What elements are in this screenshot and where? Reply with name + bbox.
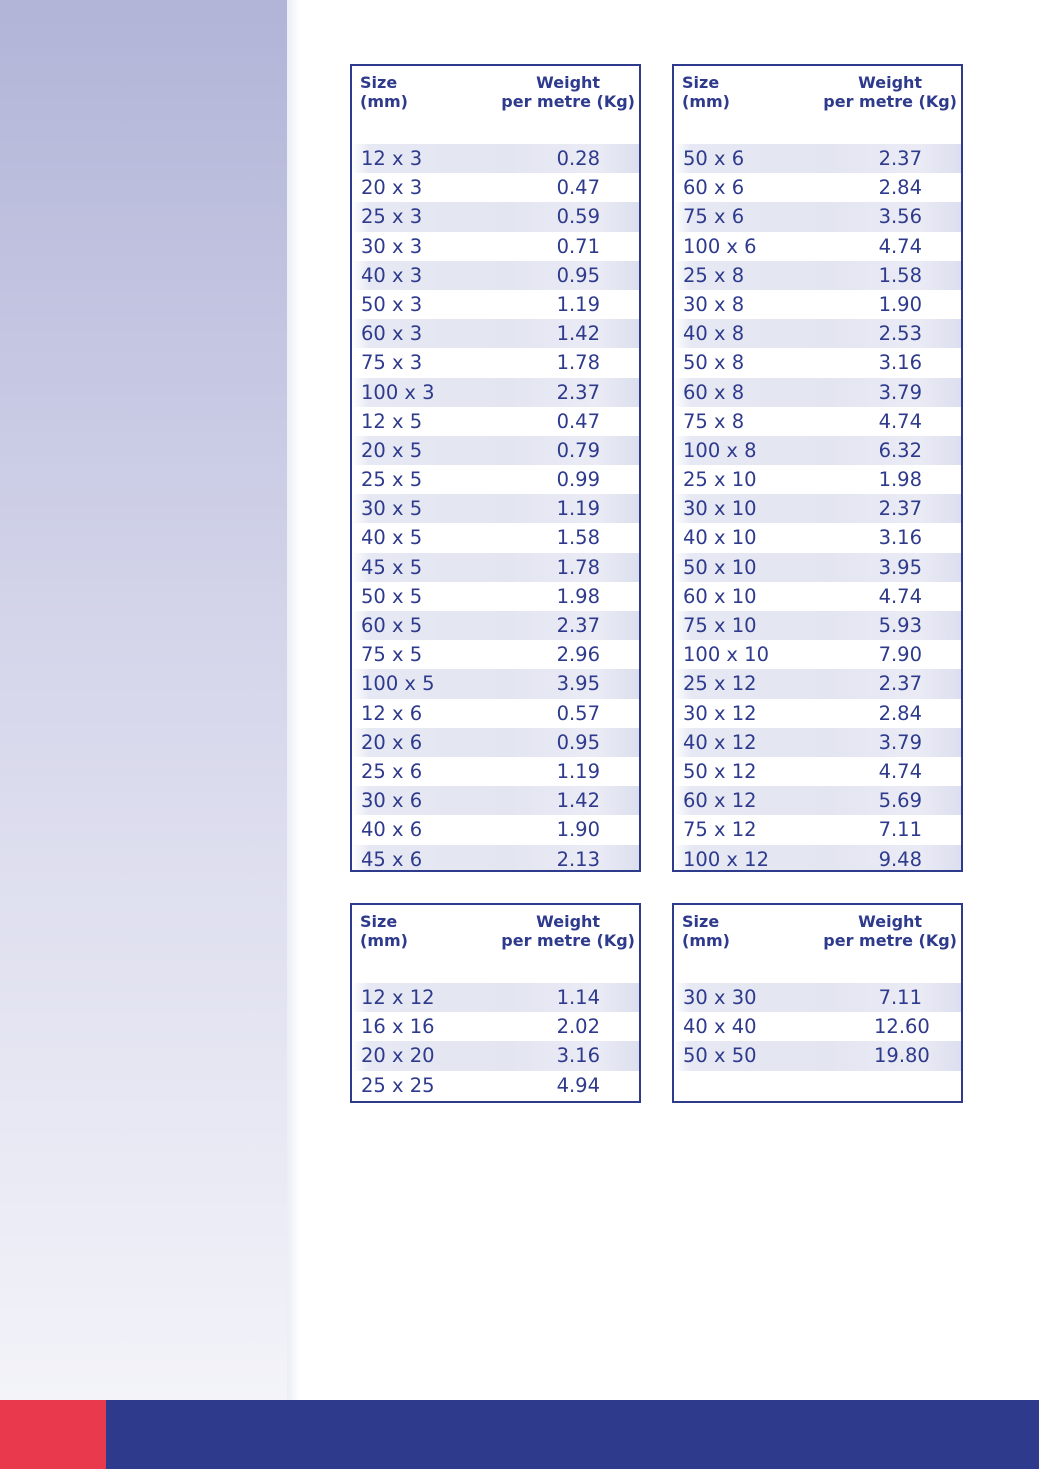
size-cell: 25 x 5 [361, 468, 423, 492]
size-cell: 100 x 8 [683, 438, 757, 462]
weight-unit-label: per metre (Kg) [823, 931, 957, 950]
weight-table-square-bar-1 [350, 903, 641, 1103]
weight-cell: 2.96 [556, 643, 600, 667]
size-cell: 30 x 5 [361, 497, 423, 521]
weight-header-label: Weight [858, 73, 923, 92]
weight-unit-label: per metre (Kg) [501, 931, 635, 950]
table-row [674, 173, 961, 202]
size-cell: 50 x 12 [683, 759, 757, 783]
weight-cell: 2.37 [556, 380, 600, 404]
table-row [352, 1071, 639, 1100]
size-cell: 60 x 12 [683, 789, 757, 813]
size-cell: 60 x 8 [683, 380, 745, 404]
weight-cell: 4.74 [878, 234, 922, 258]
size-cell: 60 x 3 [361, 322, 423, 346]
table-header [352, 905, 639, 983]
weight-cell: 1.14 [556, 986, 600, 1009]
weight-header-label: Weight [536, 912, 601, 931]
weight-cell: 2.02 [556, 1015, 600, 1039]
weight-column-header [823, 912, 957, 950]
size-cell: 12 x 12 [361, 986, 435, 1009]
size-cell: 40 x 40 [683, 1015, 757, 1039]
table-row [674, 261, 961, 290]
size-cell: 75 x 10 [683, 614, 757, 637]
table-row [352, 173, 639, 202]
weight-cell: 1.58 [878, 263, 922, 287]
table-row [352, 290, 639, 319]
size-cell: 60 x 6 [683, 176, 745, 200]
size-cell: 50 x 50 [683, 1044, 757, 1068]
size-cell: 40 x 12 [683, 730, 757, 754]
weight-cell: 2.84 [878, 701, 922, 725]
table-header [674, 66, 961, 144]
table-row [352, 699, 639, 728]
table-row [352, 319, 639, 348]
sidebar-edge-shadow [287, 0, 300, 1400]
sidebar-panel [0, 0, 287, 1400]
table-row [674, 728, 961, 757]
table-row [674, 407, 961, 436]
size-cell: 50 x 5 [361, 584, 423, 608]
weight-cell: 2.37 [878, 147, 922, 170]
weight-cell: 1.42 [556, 789, 600, 813]
size-unit-label: (mm) [682, 92, 730, 111]
table-row [352, 232, 639, 261]
table-row [674, 436, 961, 465]
weight-table-square-bar-2 [672, 903, 963, 1103]
weight-cell: 9.48 [878, 847, 922, 871]
size-cell: 50 x 3 [361, 292, 423, 316]
table-row [352, 378, 639, 407]
size-header-label: Size [682, 73, 720, 92]
size-cell: 100 x 6 [683, 234, 757, 258]
table-row [674, 757, 961, 786]
table-row [674, 611, 961, 640]
size-cell: 45 x 6 [361, 847, 423, 871]
weight-cell: 1.98 [878, 468, 922, 492]
table-row [352, 1012, 639, 1041]
weight-cell: 0.95 [556, 263, 600, 287]
size-cell: 20 x 5 [361, 438, 423, 462]
size-cell: 25 x 12 [683, 672, 757, 696]
weight-cell: 1.90 [556, 818, 600, 842]
size-cell: 25 x 6 [361, 759, 423, 783]
table-row [352, 815, 639, 844]
size-cell: 50 x 10 [683, 555, 757, 579]
weight-header-label: Weight [858, 912, 923, 931]
weight-unit-label: per metre (Kg) [501, 92, 635, 111]
size-cell: 100 x 3 [361, 380, 435, 404]
table-row [674, 582, 961, 611]
weight-cell: 5.93 [878, 614, 922, 637]
size-cell: 40 x 6 [361, 818, 423, 842]
weight-cell: 0.95 [556, 730, 600, 754]
weight-cell: 2.37 [878, 672, 922, 696]
table-row [352, 983, 639, 1012]
table-header [674, 905, 961, 983]
weight-cell: 5.69 [878, 789, 922, 813]
table-row [352, 202, 639, 231]
weight-cell: 0.71 [556, 234, 600, 258]
size-cell: 30 x 30 [683, 986, 757, 1009]
weight-cell: 7.11 [878, 986, 922, 1009]
table-row [352, 553, 639, 582]
size-cell: 40 x 8 [683, 322, 745, 346]
size-header-label: Size [360, 73, 398, 92]
weight-header-label: Weight [536, 73, 601, 92]
table-row [674, 669, 961, 698]
weight-cell: 0.57 [556, 701, 600, 725]
weight-cell: 3.95 [878, 555, 922, 579]
table-row [352, 348, 639, 377]
weight-column-header [823, 73, 957, 111]
weight-cell: 1.78 [556, 555, 600, 579]
size-cell: 40 x 3 [361, 263, 423, 287]
size-cell: 45 x 5 [361, 555, 423, 579]
table-row [352, 407, 639, 436]
weight-cell: 3.95 [556, 672, 600, 696]
size-header-label: Size [682, 912, 720, 931]
size-column-header [682, 73, 730, 111]
weight-cell: 0.79 [556, 438, 600, 462]
weight-cell: 19.80 [874, 1044, 930, 1068]
weight-cell: 1.90 [878, 292, 922, 316]
size-unit-label: (mm) [360, 931, 408, 950]
size-cell: 30 x 10 [683, 497, 757, 521]
table-row [674, 378, 961, 407]
weight-cell: 0.28 [556, 147, 600, 170]
table-row [352, 640, 639, 669]
size-cell: 100 x 12 [683, 847, 769, 871]
table-row [352, 523, 639, 552]
table-row [674, 232, 961, 261]
weight-cell: 12.60 [874, 1015, 930, 1039]
size-cell: 60 x 5 [361, 614, 423, 637]
size-cell: 12 x 5 [361, 409, 423, 433]
size-cell: 30 x 3 [361, 234, 423, 258]
footer-bar [106, 1400, 1039, 1469]
weight-column-header [501, 912, 635, 950]
size-column-header [682, 912, 730, 950]
weight-cell: 0.47 [556, 176, 600, 200]
weight-cell: 4.74 [878, 409, 922, 433]
size-cell: 75 x 8 [683, 409, 745, 433]
weight-cell: 3.16 [556, 1044, 600, 1068]
size-cell: 16 x 16 [361, 1015, 435, 1039]
weight-cell: 1.98 [556, 584, 600, 608]
weight-unit-label: per metre (Kg) [823, 92, 957, 111]
weight-cell: 3.79 [878, 380, 922, 404]
weight-cell: 4.74 [878, 584, 922, 608]
weight-cell: 0.99 [556, 468, 600, 492]
weight-cell: 1.19 [556, 292, 600, 316]
weight-cell: 0.59 [556, 205, 600, 229]
size-cell: 25 x 25 [361, 1073, 435, 1097]
table-row [674, 983, 961, 1012]
size-cell: 30 x 6 [361, 789, 423, 813]
table-row [352, 261, 639, 290]
table-row [352, 669, 639, 698]
table-row [352, 845, 639, 873]
table-row [674, 553, 961, 582]
table-row [674, 640, 961, 669]
table-row [352, 494, 639, 523]
weight-cell: 1.19 [556, 497, 600, 521]
table-row [674, 319, 961, 348]
size-cell: 100 x 10 [683, 643, 769, 667]
table-row [674, 815, 961, 844]
table-row [674, 348, 961, 377]
weight-cell: 1.78 [556, 351, 600, 375]
weight-cell: 2.13 [556, 847, 600, 871]
size-cell: 40 x 5 [361, 526, 423, 550]
size-header-label: Size [360, 912, 398, 931]
weight-cell: 1.19 [556, 759, 600, 783]
size-cell: 20 x 3 [361, 176, 423, 200]
table-row [352, 144, 639, 173]
weight-cell: 7.11 [878, 818, 922, 842]
weight-cell: 4.74 [878, 759, 922, 783]
table-row [352, 582, 639, 611]
weight-cell: 2.37 [556, 614, 600, 637]
table-row [352, 611, 639, 640]
size-cell: 30 x 12 [683, 701, 757, 725]
size-cell: 12 x 6 [361, 701, 423, 725]
size-cell: 30 x 8 [683, 292, 745, 316]
size-cell: 50 x 8 [683, 351, 745, 375]
table-row [352, 757, 639, 786]
size-cell: 75 x 12 [683, 818, 757, 842]
size-cell: 25 x 3 [361, 205, 423, 229]
table-row [674, 523, 961, 552]
size-cell: 60 x 10 [683, 584, 757, 608]
weight-cell: 3.79 [878, 730, 922, 754]
size-cell: 100 x 5 [361, 672, 435, 696]
table-row [674, 845, 961, 873]
size-cell: 25 x 8 [683, 263, 745, 287]
weight-cell: 6.32 [878, 438, 922, 462]
size-column-header [360, 73, 408, 111]
table-row [674, 202, 961, 231]
weight-cell: 7.90 [878, 643, 922, 667]
weight-cell: 3.16 [878, 526, 922, 550]
weight-cell: 1.42 [556, 322, 600, 346]
size-column-header [360, 912, 408, 950]
table-row [674, 144, 961, 173]
table-row [674, 699, 961, 728]
table-row [674, 494, 961, 523]
weight-cell: 0.47 [556, 409, 600, 433]
table-row [352, 465, 639, 494]
footer-accent-bar [0, 1400, 106, 1469]
size-cell: 12 x 3 [361, 147, 423, 170]
size-unit-label: (mm) [682, 931, 730, 950]
table-row [674, 290, 961, 319]
size-unit-label: (mm) [360, 92, 408, 111]
weight-cell: 3.56 [878, 205, 922, 229]
weight-cell: 2.37 [878, 497, 922, 521]
size-cell: 25 x 10 [683, 468, 757, 492]
weight-table-flat-bar-2 [672, 64, 963, 872]
weight-table-flat-bar-1 [350, 64, 641, 872]
table-row [352, 728, 639, 757]
table-row [352, 436, 639, 465]
table-row [674, 1012, 961, 1041]
table-row [674, 1041, 961, 1070]
table-row [352, 786, 639, 815]
weight-cell: 2.53 [878, 322, 922, 346]
table-row [674, 465, 961, 494]
size-cell: 50 x 6 [683, 147, 745, 170]
weight-cell: 2.84 [878, 176, 922, 200]
weight-cell: 3.16 [878, 351, 922, 375]
weight-column-header [501, 73, 635, 111]
table-header [352, 66, 639, 144]
size-cell: 20 x 20 [361, 1044, 435, 1068]
size-cell: 75 x 5 [361, 643, 423, 667]
size-cell: 75 x 6 [683, 205, 745, 229]
weight-cell: 4.94 [556, 1073, 600, 1097]
table-row [352, 1041, 639, 1070]
size-cell: 75 x 3 [361, 351, 423, 375]
table-row [674, 786, 961, 815]
weight-cell: 1.58 [556, 526, 600, 550]
size-cell: 40 x 10 [683, 526, 757, 550]
size-cell: 20 x 6 [361, 730, 423, 754]
